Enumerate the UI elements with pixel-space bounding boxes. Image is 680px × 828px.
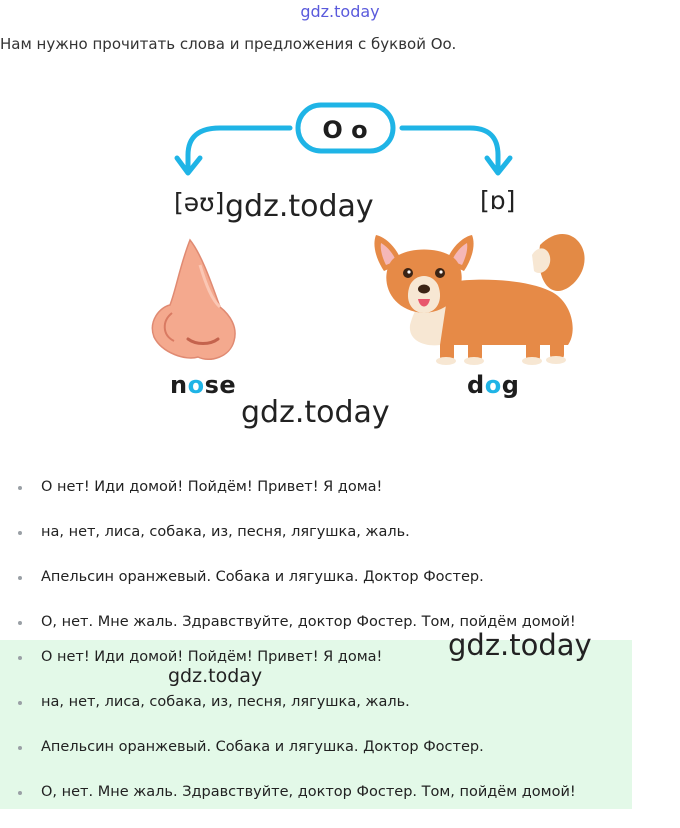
letter-label: O o [322, 116, 368, 144]
word-nose-start: n [170, 371, 188, 399]
intro-text: Нам нужно прочитать слова и предложения с буквой Oo. [0, 35, 457, 53]
word-dog-start: d [467, 371, 485, 399]
word-nose-vowel: o [187, 371, 205, 399]
sentence-list-highlighted [0, 648, 635, 828]
list-item: О нет! Иди домой! Пойдём! Привет! Я дома! [0, 648, 635, 693]
phonetic-right: [ɒ] [480, 186, 516, 215]
nose-icon [152, 240, 235, 359]
word-nose-end: se [204, 371, 237, 399]
watermark: gdz.today [448, 628, 592, 662]
watermark: gdz.today [168, 665, 263, 687]
phonetic-left: [əʊ] [174, 188, 225, 217]
word-dog [467, 371, 519, 399]
list-item: О, нет. Мне жаль. Здравствуйте, доктор Фостер. Том, пойдём домой! [0, 613, 635, 658]
dog-icon [374, 234, 584, 365]
letter-illustration [140, 95, 600, 415]
left-arrow [188, 128, 290, 171]
site-link[interactable]: gdz.today [300, 2, 380, 21]
word-dog-end: g [501, 371, 520, 399]
list-item: Апельсин оранжевый. Собака и лягушка. Доктор Фостер. [0, 568, 635, 613]
word-nose [170, 371, 236, 399]
word-dog-vowel: o [484, 371, 502, 399]
right-arrow [402, 128, 498, 171]
list-item: О, нет. Мне жаль. Здравствуйте, доктор Фостер. Том, пойдём домой! [0, 783, 635, 828]
illustration-svg [140, 95, 600, 415]
list-item: на, нет, лиса, собака, из, песня, лягушка, жаль. [0, 693, 635, 738]
watermark: gdz.today [225, 189, 374, 224]
list-item: на, нет, лиса, собака, из, песня, лягушка, жаль. [0, 523, 635, 568]
watermark: gdz.today [241, 395, 390, 430]
list-item: Апельсин оранжевый. Собака и лягушка. Доктор Фостер. [0, 738, 635, 783]
list-item: О нет! Иди домой! Пойдём! Привет! Я дома! [0, 478, 635, 523]
